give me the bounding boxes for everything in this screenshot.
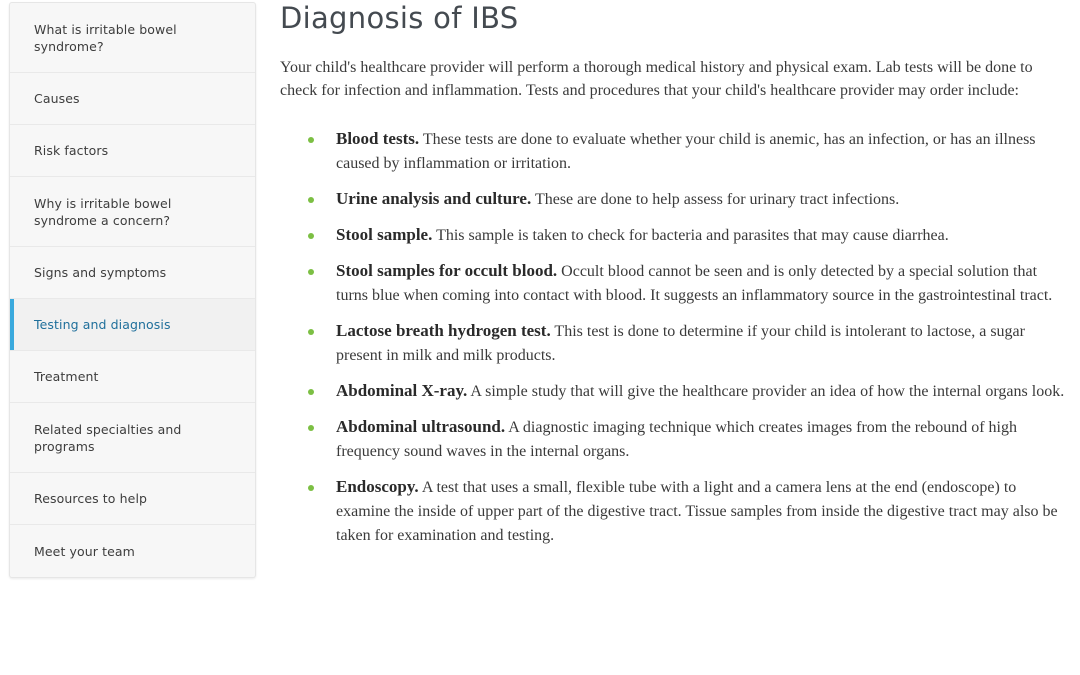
test-description: A simple study that will give the healthcare provider an idea of how the internal organs look. (470, 383, 1065, 400)
test-name: Stool sample. (336, 225, 433, 244)
list-item (280, 259, 1065, 308)
sidebar-item-testing-diagnosis[interactable]: Testing and diagnosis (10, 299, 255, 351)
test-name: Blood tests. (336, 129, 420, 148)
test-name: Stool samples for occult blood. (336, 261, 558, 280)
test-description: These are done to help assess for urinary tract infections. (534, 191, 900, 208)
bullet-dot-icon (308, 269, 314, 275)
test-name: Abdominal X-ray. (336, 381, 468, 400)
sidebar-item-causes[interactable]: Causes (10, 73, 255, 125)
test-name: Urine analysis and culture. (336, 189, 532, 208)
page-title: Diagnosis of IBS (280, 1, 519, 35)
bullet-dot-icon (308, 425, 314, 431)
test-description: These tests are done to evaluate whether your child is anemic, has an infection, or has an illness caused by inflammation or irritation. (336, 131, 1036, 172)
bullet-dot-icon (308, 485, 314, 491)
test-name: Abdominal ultrasound. (336, 417, 506, 436)
test-description: This test is done to determine if your child is intolerant to lactose, a sugar present in milk and milk products. (336, 323, 1025, 364)
sidebar-item-what-is-ibs[interactable]: What is irritable bowel syndrome? (10, 3, 255, 73)
sidebar-item-risk-factors[interactable]: Risk factors (10, 125, 255, 177)
bullet-dot-icon (308, 329, 314, 335)
test-list (280, 127, 1065, 548)
sidebar-item-concern[interactable]: Why is irritable bowel syndrome a concern? (10, 177, 255, 247)
bullet-dot-icon (308, 233, 314, 239)
intro-paragraph: Your child's healthcare provider will perform a thorough medical history and physical exam. Lab tests will be done to check for infection and inflammation. Tests and procedures that your child's healthcare provider may order include: (280, 59, 1033, 99)
list-item (280, 319, 1065, 368)
list-item (280, 379, 1065, 404)
test-description: A diagnostic imaging technique which creates images from the rebound of high frequency sound waves in the internal organs. (336, 419, 1017, 460)
sidebar-item-meet-team[interactable]: Meet your team (34, 543, 135, 559)
test-name: Lactose breath hydrogen test. (336, 321, 551, 340)
sidebar-item-related-specialties[interactable]: Related specialties and programs (10, 403, 255, 473)
list-item (280, 223, 1065, 248)
list-item (280, 415, 1065, 464)
test-description: Occult blood cannot be seen and is only detected by a special solution that turns blue when coming into contact with blood. It suggests an inflammatory source in the gastrointestinal tract. (336, 263, 1053, 304)
test-description: This sample is taken to check for bacteria and parasites that may cause diarrhea. (436, 227, 949, 244)
test-name: Endoscopy. (336, 477, 419, 496)
main-content (280, 0, 1065, 559)
bullet-dot-icon (308, 137, 314, 143)
bullet-dot-icon (308, 197, 314, 203)
list-item (280, 475, 1065, 548)
test-description: A test that uses a small, flexible tube with a light and a camera lens at the end (endoscope) to examine the inside of upper part of the digestive tract. Tissue samples from inside the digestive tract may also be taken for examination and testing. (336, 479, 1058, 544)
sidebar-item-resources[interactable]: Resources to help (10, 473, 255, 525)
list-item (280, 187, 1065, 212)
sidebar-item-treatment[interactable]: Treatment (10, 351, 255, 403)
sidebar-item-signs-symptoms[interactable]: Signs and symptoms (10, 247, 255, 299)
list-item (280, 127, 1065, 176)
bullet-dot-icon (308, 389, 314, 395)
section-nav (9, 2, 256, 578)
